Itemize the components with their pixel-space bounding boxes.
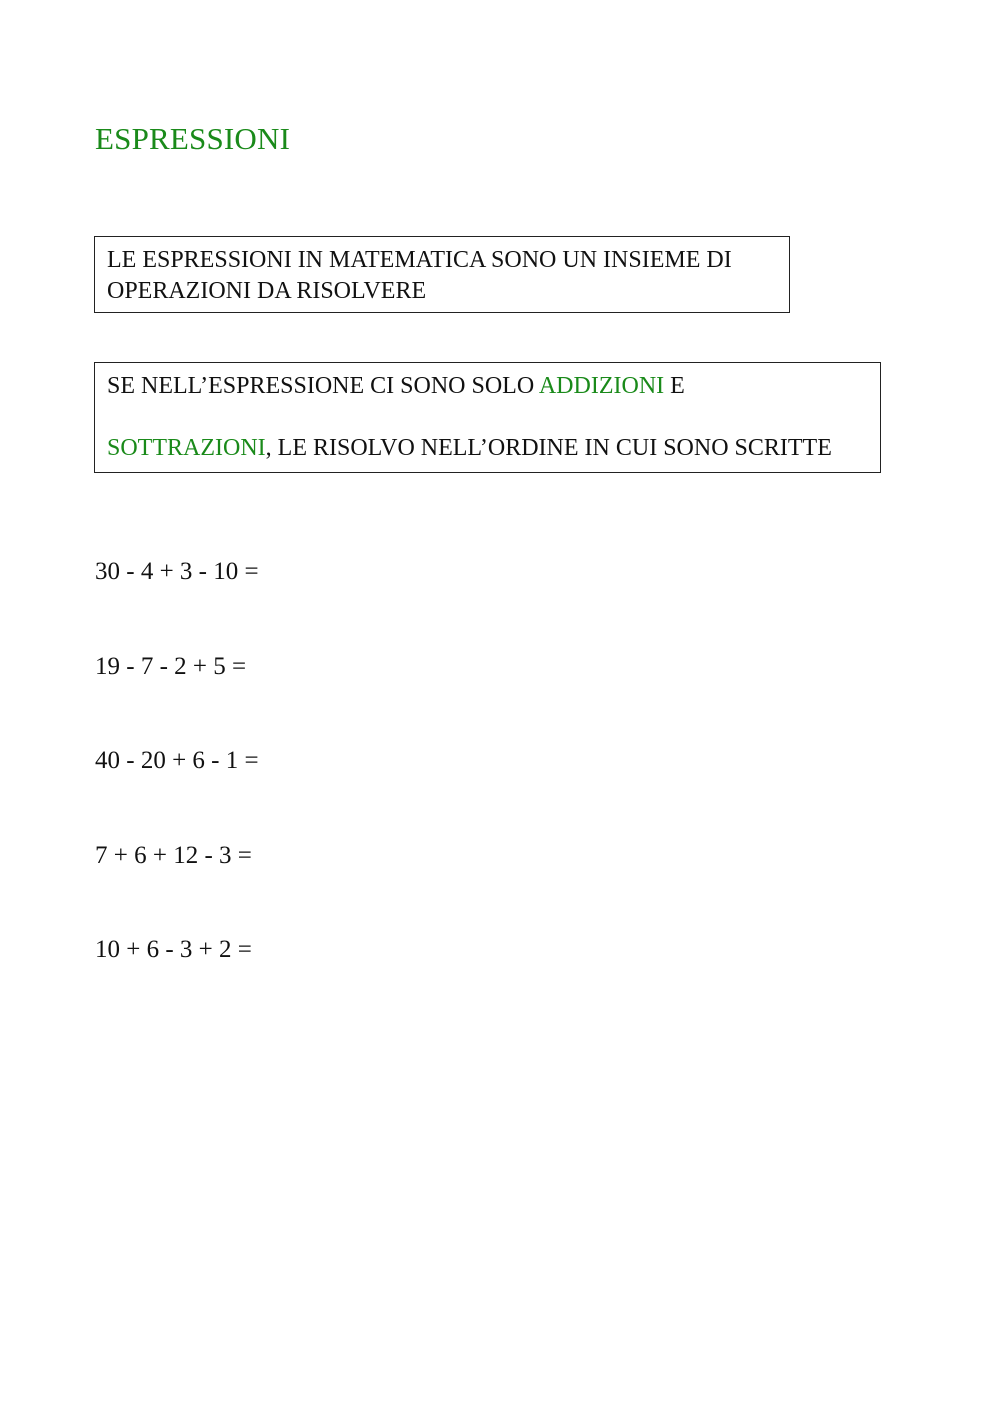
exercise-item: 10 + 6 - 3 + 2 =	[95, 936, 252, 963]
rule-line-2	[107, 433, 868, 464]
rule-keyword-addizioni: ADDIZIONI	[538, 373, 665, 399]
exercise-item: 19 - 7 - 2 + 5 =	[95, 652, 247, 680]
rule-line-2-suffix: , LE RISOLVO NELL’ORDINE IN CUI SONO SCRITTE	[265, 435, 832, 461]
rule-line-1-prefix: SE NELL’ESPRESSIONE CI SONO SOLO	[107, 373, 539, 399]
page-title: ESPRESSIONI	[95, 121, 291, 156]
definition-line-1: LE ESPRESSIONI IN MATEMATICA SONO UN INSIEME DI	[107, 247, 732, 273]
rule-line-1	[107, 371, 868, 402]
exercise-item: 7 + 6 + 12 - 3 =	[95, 841, 252, 869]
exercise-list	[95, 555, 259, 1028]
exercise-item: 40 - 20 + 6 - 1 =	[95, 747, 259, 774]
definition-line-2: OPERAZIONI DA RISOLVERE	[107, 278, 427, 304]
exercise-item: 30 - 4 + 3 - 10 =	[95, 558, 259, 585]
rule-keyword-sottrazioni: SOTTRAZIONI	[107, 435, 266, 461]
definition-box	[94, 236, 790, 313]
rule-box	[94, 362, 881, 473]
rule-line-1-suffix: E	[664, 373, 685, 399]
